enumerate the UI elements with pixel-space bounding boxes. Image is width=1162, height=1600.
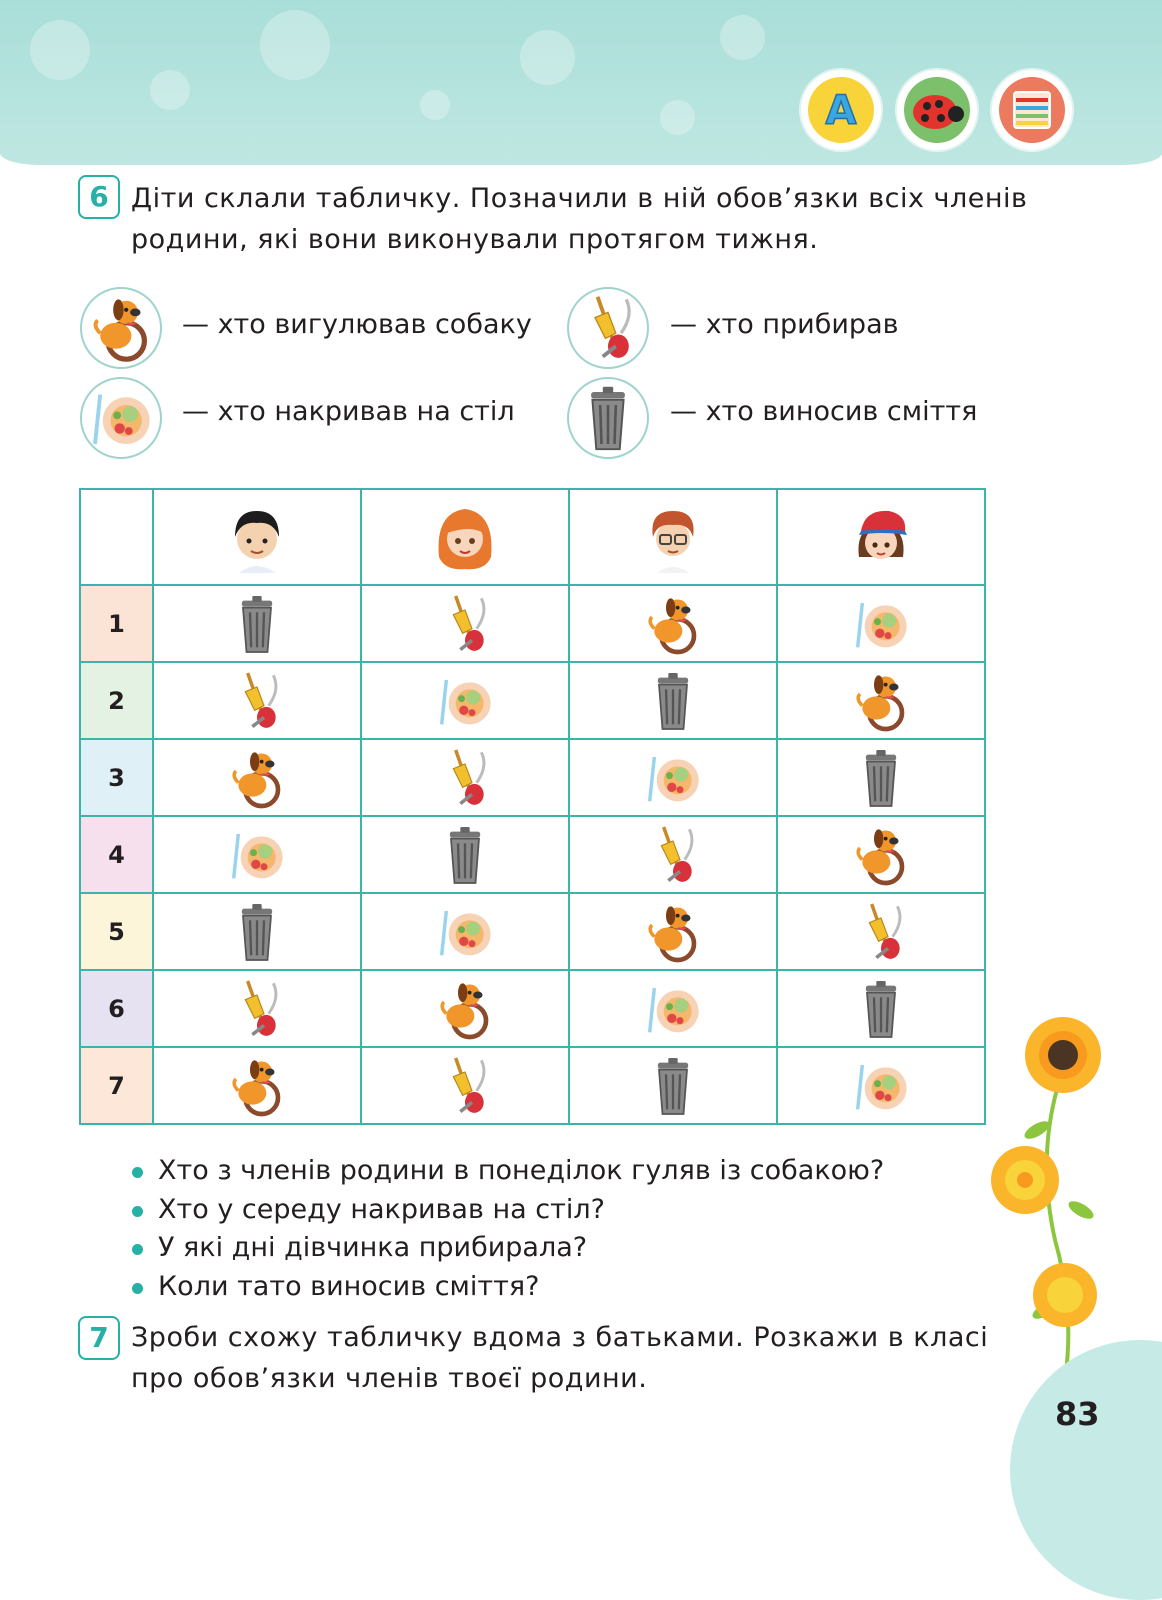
legend-text-trash: — хто виносив сміття (670, 396, 978, 427)
duty-cell (361, 970, 569, 1047)
broom-vacuum-icon (222, 666, 292, 736)
question-text: У які дні дівчинка прибирала? (158, 1232, 588, 1263)
duty-table (79, 488, 986, 1125)
duty-cell (153, 970, 361, 1047)
broom-vacuum-icon (846, 897, 916, 967)
sunflower-icon (991, 1146, 1059, 1214)
duty-cell (569, 893, 777, 970)
plate-fork-icon (430, 666, 500, 736)
task7-line-2: про обов’язки членів твоєї родини. (131, 1363, 648, 1394)
question-item (132, 1152, 884, 1191)
task6-text (131, 178, 1027, 260)
plate-fork-icon (638, 974, 708, 1044)
duty-cell (569, 739, 777, 816)
duty-cell (153, 585, 361, 662)
plate-fork-icon (430, 897, 500, 967)
bullet-dot (132, 1167, 143, 1178)
duty-cell (569, 816, 777, 893)
plate-fork-icon (638, 743, 708, 813)
sunflower-decoration (985, 1010, 1125, 1390)
plate-fork-icon (846, 1051, 916, 1121)
duty-cell (569, 970, 777, 1047)
question-item (132, 1268, 884, 1307)
header-band (0, 0, 1162, 165)
letter-a-badge (801, 70, 881, 150)
trash-can-icon (430, 820, 500, 890)
task7-text (131, 1317, 988, 1399)
task7-line-1: Зроби схожу табличку вдома з батьками. Розкажи в класі (131, 1322, 989, 1353)
trash-can-icon (222, 589, 292, 659)
page-number: 83 (1055, 1395, 1100, 1433)
dog-walk-icon (638, 897, 708, 967)
task6-line-1: Діти склали табличку. Позначили в ній обов’язки всіх членів (131, 183, 1028, 214)
day-number-cell: 4 (80, 816, 153, 893)
dog-walk-icon (846, 666, 916, 736)
girl-avatar (425, 497, 505, 577)
dog-walk-icon (82, 289, 160, 367)
duty-cell (361, 816, 569, 893)
header-person-cell (569, 489, 777, 585)
dog-walk-icon (846, 820, 916, 890)
plate-fork-icon (846, 589, 916, 659)
question-item (132, 1229, 884, 1268)
bullet-dot (132, 1244, 143, 1255)
broom-vacuum-icon (569, 289, 647, 367)
trash-can-icon (222, 897, 292, 967)
trash-can-icon (569, 379, 647, 457)
duty-cell (777, 816, 985, 893)
header-person-cell (153, 489, 361, 585)
bullet-dot (132, 1283, 143, 1294)
task-number-6: 6 (78, 175, 120, 219)
duty-cell (153, 662, 361, 739)
legend-text-dog: — хто вигулював собаку (182, 309, 532, 340)
broom-vacuum-icon (430, 743, 500, 813)
legend-plate-circle (80, 377, 162, 459)
header-person-cell (361, 489, 569, 585)
duty-cell (777, 739, 985, 816)
table-row (80, 816, 985, 893)
duty-cell (777, 893, 985, 970)
sunflower-icon (1025, 1017, 1101, 1093)
duty-cell (361, 893, 569, 970)
duty-cell (361, 739, 569, 816)
day-number-cell: 3 (80, 739, 153, 816)
duty-cell (777, 585, 985, 662)
duty-cell (361, 1047, 569, 1124)
duty-cell (777, 662, 985, 739)
dad-avatar (217, 497, 297, 577)
ladybug-badge (897, 70, 977, 150)
table-row (80, 1047, 985, 1124)
duty-cell (153, 816, 361, 893)
legend-dog-circle (80, 287, 162, 369)
day-number-cell: 1 (80, 585, 153, 662)
day-number-cell: 6 (80, 970, 153, 1047)
bullet-dot (132, 1206, 143, 1217)
legend-trash-circle (567, 377, 649, 459)
question-text: Хто у середу накривав на стіл? (158, 1193, 605, 1225)
trash-can-icon (638, 1051, 708, 1121)
question-list (132, 1152, 884, 1306)
duty-cell (569, 662, 777, 739)
girl-cap-avatar (841, 497, 921, 577)
dog-walk-icon (638, 589, 708, 659)
duty-cell (153, 1047, 361, 1124)
day-number-cell: 7 (80, 1047, 153, 1124)
abacus-icon (992, 70, 1072, 150)
trash-can-icon (846, 743, 916, 813)
day-number-cell: 5 (80, 893, 153, 970)
task6-line-2: родини, які вони виконували протягом тижня. (131, 224, 819, 255)
header-person-cell (777, 489, 985, 585)
plate-fork-icon (82, 379, 160, 457)
broom-vacuum-icon (430, 589, 500, 659)
sunflower-icon (1033, 1263, 1097, 1327)
legend-text-broom: — хто прибирав (670, 309, 899, 340)
duty-cell (361, 585, 569, 662)
plate-fork-icon (222, 820, 292, 890)
question-text: Хто з членів родини в понеділок гуляв із собакою? (158, 1155, 885, 1186)
ladybug-icon (897, 70, 977, 150)
duty-cell (777, 970, 985, 1047)
letter-a-icon: A (825, 88, 857, 134)
duty-cell (777, 1047, 985, 1124)
duty-cell (361, 662, 569, 739)
duty-cell (153, 739, 361, 816)
dog-walk-icon (222, 743, 292, 813)
table-header-row (80, 489, 985, 585)
broom-vacuum-icon (430, 1051, 500, 1121)
abacus-badge (992, 70, 1072, 150)
table-row (80, 970, 985, 1047)
legend-broom-circle (567, 287, 649, 369)
question-item (132, 1191, 884, 1230)
duty-cell (153, 893, 361, 970)
broom-vacuum-icon (222, 974, 292, 1044)
duty-cell (569, 1047, 777, 1124)
broom-vacuum-icon (638, 820, 708, 890)
trash-can-icon (638, 666, 708, 736)
dog-walk-icon (430, 974, 500, 1044)
dog-walk-icon (222, 1051, 292, 1121)
table-row (80, 893, 985, 970)
header-corner-cell (80, 489, 153, 585)
legend-text-plate: — хто накривав на стіл (182, 396, 515, 427)
question-text: Коли тато виносив сміття? (158, 1270, 540, 1302)
duty-cell (569, 585, 777, 662)
day-number-cell: 2 (80, 662, 153, 739)
task-number-7: 7 (78, 1316, 120, 1360)
boy-glasses-avatar (633, 497, 713, 577)
table-row (80, 585, 985, 662)
trash-can-icon (846, 974, 916, 1044)
table-row (80, 739, 985, 816)
table-row (80, 662, 985, 739)
